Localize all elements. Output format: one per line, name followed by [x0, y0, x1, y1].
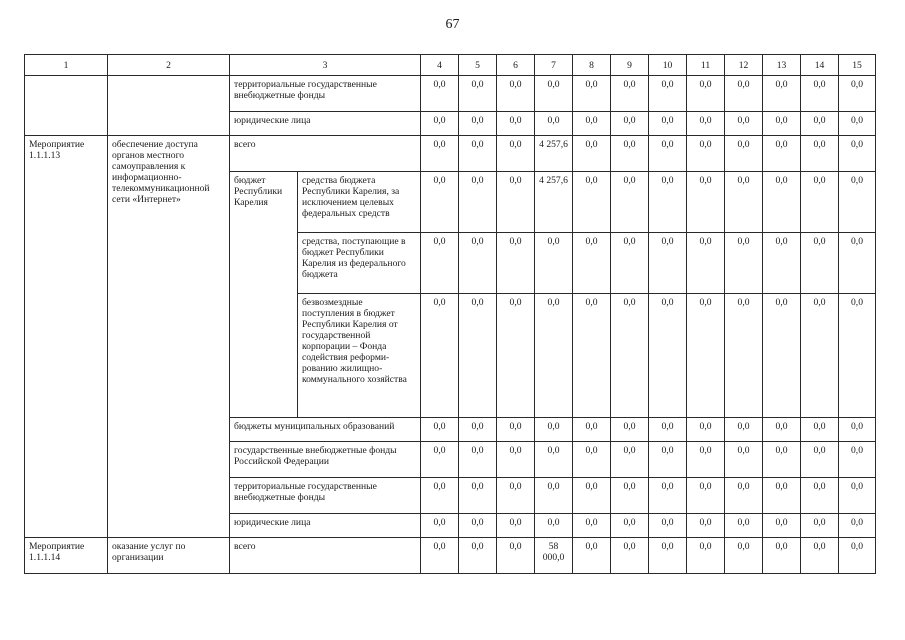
value-cell: 0,0	[497, 233, 535, 294]
value-cell: 0,0	[421, 514, 459, 538]
value-cell: 4 257,6	[535, 172, 573, 233]
value-cell: 0,0	[573, 112, 611, 136]
value-cell: 0,0	[459, 442, 497, 478]
value-cell: 0,0	[839, 478, 876, 514]
header-col-4: 4	[421, 55, 459, 76]
value-cell: 0,0	[839, 442, 876, 478]
value-cell: 0,0	[725, 478, 763, 514]
header-col-5: 5	[459, 55, 497, 76]
value-cell: 0,0	[687, 538, 725, 574]
value-cell: 0,0	[459, 418, 497, 442]
value-cell: 0,0	[839, 233, 876, 294]
value-cell: 0,0	[649, 76, 687, 112]
value-cell: 0,0	[497, 294, 535, 418]
value-cell: 0,0	[611, 112, 649, 136]
value-cell: 0,0	[839, 136, 876, 172]
value-cell: 0,0	[611, 294, 649, 418]
value-cell: 0,0	[573, 538, 611, 574]
value-cell: 0,0	[725, 442, 763, 478]
header-col-12: 12	[725, 55, 763, 76]
value-cell: 0,0	[763, 418, 801, 442]
value-cell: 0,0	[763, 172, 801, 233]
value-cell: 0,0	[573, 136, 611, 172]
value-cell: 0,0	[687, 233, 725, 294]
value-cell: 0,0	[763, 112, 801, 136]
value-cell: 0,0	[763, 136, 801, 172]
value-cell: 0,0	[839, 76, 876, 112]
value-cell: 0,0	[573, 514, 611, 538]
event-code-cell	[25, 76, 108, 136]
value-cell: 0,0	[687, 76, 725, 112]
header-col-6: 6	[497, 55, 535, 76]
value-cell: 0,0	[763, 478, 801, 514]
value-cell: 0,0	[763, 76, 801, 112]
value-cell: 0,0	[611, 76, 649, 112]
value-cell: 0,0	[801, 538, 839, 574]
value-cell: 0,0	[687, 172, 725, 233]
value-cell: 0,0	[611, 233, 649, 294]
funding-source-cell: всего	[230, 136, 421, 172]
value-cell: 0,0	[497, 442, 535, 478]
value-cell: 0,0	[687, 294, 725, 418]
value-cell: 0,0	[421, 418, 459, 442]
header-col-10: 10	[649, 55, 687, 76]
value-cell: 0,0	[421, 112, 459, 136]
value-cell: 0,0	[801, 418, 839, 442]
event-name-cell	[108, 76, 230, 136]
value-cell: 0,0	[801, 76, 839, 112]
value-cell: 0,0	[649, 538, 687, 574]
funding-source-cell: юридические лица	[230, 112, 421, 136]
table-row	[25, 76, 876, 112]
value-cell: 0,0	[649, 442, 687, 478]
table-row	[25, 136, 876, 172]
header-col-1: 1	[25, 55, 108, 76]
header-row	[25, 55, 876, 76]
value-cell: 0,0	[421, 136, 459, 172]
value-cell: 0,0	[801, 442, 839, 478]
value-cell: 0,0	[839, 294, 876, 418]
value-cell: 0,0	[459, 233, 497, 294]
event-code-cell: Мероприятие 1.1.1.13	[25, 136, 108, 538]
value-cell: 0,0	[421, 478, 459, 514]
value-cell: 0,0	[459, 514, 497, 538]
value-cell: 0,0	[611, 538, 649, 574]
value-cell: 0,0	[649, 514, 687, 538]
header-col-14: 14	[801, 55, 839, 76]
funding-source-cell: средства бюджета Республики Карелия, за исключением целевых федеральных средств	[298, 172, 421, 233]
funding-source-cell: безвозмездные поступления в бюджет Республики Карелия от государственной корпорации – Фонда содействия реформи-рованию жилищно-коммунального хозяйства	[298, 294, 421, 418]
header-col-2: 2	[108, 55, 230, 76]
table-row	[25, 538, 876, 574]
value-cell: 0,0	[839, 172, 876, 233]
value-cell: 0,0	[801, 136, 839, 172]
value-cell: 0,0	[535, 76, 573, 112]
value-cell: 0,0	[459, 136, 497, 172]
value-cell: 0,0	[497, 76, 535, 112]
value-cell: 0,0	[763, 538, 801, 574]
value-cell: 0,0	[535, 233, 573, 294]
value-cell: 0,0	[649, 172, 687, 233]
value-cell: 0,0	[535, 112, 573, 136]
value-cell: 0,0	[687, 514, 725, 538]
header-col-13: 13	[763, 55, 801, 76]
value-cell: 0,0	[649, 418, 687, 442]
value-cell: 0,0	[839, 418, 876, 442]
header-col-7: 7	[535, 55, 573, 76]
value-cell: 0,0	[801, 478, 839, 514]
funding-source-cell: средства, поступающие в бюджет Республики Карелия из федерального бюджета	[298, 233, 421, 294]
funding-source-cell: государственные внебюджетные фонды Российской Федерации	[230, 442, 421, 478]
value-cell: 0,0	[801, 294, 839, 418]
header-col-3: 3	[230, 55, 421, 76]
value-cell: 0,0	[801, 514, 839, 538]
value-cell: 0,0	[573, 442, 611, 478]
value-cell: 0,0	[611, 442, 649, 478]
header-col-9: 9	[611, 55, 649, 76]
value-cell: 0,0	[535, 514, 573, 538]
value-cell: 0,0	[725, 294, 763, 418]
value-cell: 0,0	[725, 514, 763, 538]
header-col-11: 11	[687, 55, 725, 76]
value-cell: 0,0	[421, 538, 459, 574]
value-cell: 0,0	[421, 76, 459, 112]
budget-group-cell: бюджет Республики Карелия	[230, 172, 298, 418]
value-cell: 0,0	[611, 478, 649, 514]
value-cell: 0,0	[459, 76, 497, 112]
funding-source-cell: территориальные государственные внебюджетные фонды	[230, 478, 421, 514]
value-cell: 0,0	[649, 136, 687, 172]
value-cell: 0,0	[649, 233, 687, 294]
value-cell: 0,0	[459, 112, 497, 136]
budget-table	[24, 54, 876, 574]
value-cell: 0,0	[763, 233, 801, 294]
value-cell: 0,0	[649, 294, 687, 418]
value-cell: 0,0	[725, 136, 763, 172]
event-name-cell: оказание услуг по организации	[108, 538, 230, 574]
value-cell: 0,0	[573, 294, 611, 418]
funding-source-cell: бюджеты муниципальных образований	[230, 418, 421, 442]
value-cell: 0,0	[535, 418, 573, 442]
value-cell: 0,0	[573, 76, 611, 112]
value-cell: 0,0	[839, 514, 876, 538]
value-cell: 0,0	[497, 418, 535, 442]
event-code-cell: Мероприятие 1.1.1.14	[25, 538, 108, 574]
value-cell: 0,0	[649, 478, 687, 514]
value-cell: 0,0	[497, 172, 535, 233]
value-cell: 0,0	[687, 418, 725, 442]
value-cell: 0,0	[573, 233, 611, 294]
value-cell: 0,0	[763, 442, 801, 478]
value-cell: 0,0	[611, 418, 649, 442]
value-cell: 4 257,6	[535, 136, 573, 172]
value-cell: 0,0	[801, 172, 839, 233]
value-cell: 0,0	[497, 514, 535, 538]
value-cell: 0,0	[497, 112, 535, 136]
value-cell: 0,0	[421, 172, 459, 233]
event-name-cell: обеспечение доступа органов местного самоуправления к информационно-телекоммуникационной сети «Интернет»	[108, 136, 230, 538]
value-cell: 0,0	[801, 233, 839, 294]
value-cell: 0,0	[801, 112, 839, 136]
header-col-15: 15	[839, 55, 876, 76]
page-number: 67	[445, 17, 460, 32]
value-cell: 0,0	[763, 514, 801, 538]
value-cell: 0,0	[725, 76, 763, 112]
value-cell: 0,0	[763, 294, 801, 418]
value-cell: 0,0	[573, 478, 611, 514]
value-cell: 0,0	[535, 442, 573, 478]
value-cell: 0,0	[459, 172, 497, 233]
value-cell: 0,0	[725, 112, 763, 136]
value-cell: 58 000,0	[535, 538, 573, 574]
value-cell: 0,0	[839, 538, 876, 574]
value-cell: 0,0	[497, 538, 535, 574]
value-cell: 0,0	[687, 442, 725, 478]
value-cell: 0,0	[725, 233, 763, 294]
value-cell: 0,0	[725, 172, 763, 233]
value-cell: 0,0	[687, 112, 725, 136]
value-cell: 0,0	[421, 294, 459, 418]
value-cell: 0,0	[421, 442, 459, 478]
value-cell: 0,0	[611, 172, 649, 233]
value-cell: 0,0	[535, 294, 573, 418]
value-cell: 0,0	[611, 514, 649, 538]
value-cell: 0,0	[687, 478, 725, 514]
value-cell: 0,0	[725, 538, 763, 574]
value-cell: 0,0	[649, 112, 687, 136]
value-cell: 0,0	[459, 538, 497, 574]
funding-source-cell: всего	[230, 538, 421, 574]
value-cell: 0,0	[611, 136, 649, 172]
value-cell: 0,0	[459, 478, 497, 514]
value-cell: 0,0	[839, 112, 876, 136]
funding-source-cell: территориальные государственные внебюджетные фонды	[230, 76, 421, 112]
value-cell: 0,0	[497, 478, 535, 514]
value-cell: 0,0	[535, 478, 573, 514]
funding-source-cell: юридические лица	[230, 514, 421, 538]
value-cell: 0,0	[687, 136, 725, 172]
header-col-8: 8	[573, 55, 611, 76]
value-cell: 0,0	[573, 418, 611, 442]
value-cell: 0,0	[497, 136, 535, 172]
value-cell: 0,0	[725, 418, 763, 442]
value-cell: 0,0	[459, 294, 497, 418]
value-cell: 0,0	[421, 233, 459, 294]
value-cell: 0,0	[573, 172, 611, 233]
